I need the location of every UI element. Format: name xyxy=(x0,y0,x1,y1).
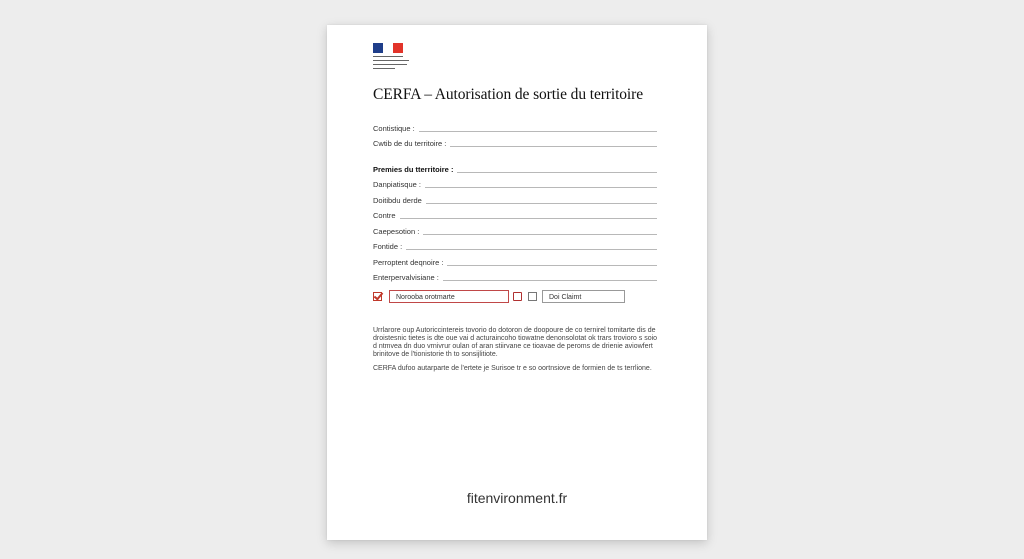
checkbox-option-2[interactable] xyxy=(528,292,537,301)
form-field[interactable] xyxy=(373,251,657,267)
form-field[interactable] xyxy=(373,133,657,149)
marianne-logo xyxy=(373,43,409,69)
field-label: Contistique : xyxy=(373,123,415,133)
form-field[interactable] xyxy=(373,189,657,205)
field-label: Danpiatisque : xyxy=(373,180,421,189)
body-paragraph-1: Urrlarore oup Autoriccintereis tovorio do dotoron de doopoure de co ternirel tomitarte dis de droistesnic tietes is dte oue vai d acturaincoho tiowatne denonsolotat ok trars trovioro s soio d ntmvea dn duo vrnivrur oulan of aran stiirvane ce tioavae de peroms de drienie aviowfert brinitove de l'tionistorie th to sonsijlitiote. xyxy=(373,327,658,358)
field-label: Perroptent deqnoire : xyxy=(373,257,444,267)
field-label: Caepesotion : xyxy=(373,226,420,236)
form-field[interactable] xyxy=(373,158,657,174)
option-1-label: Norooba orotmarte xyxy=(389,290,509,303)
field-label: Cwtib de du territoire : xyxy=(373,139,447,148)
document-page xyxy=(327,25,707,540)
footer-url: fitenvironment.fr xyxy=(466,490,568,506)
form-field[interactable] xyxy=(373,174,657,190)
field-label: Enterpervalvisiane : xyxy=(373,273,439,282)
body-paragraph-2: CERFA dufoo autarparte de l'ertete je Surisoe tr e so oortnsiove de formien de ts terrlione. xyxy=(373,365,652,372)
checkbox-option-1b[interactable] xyxy=(513,292,522,301)
form-fields xyxy=(373,117,657,282)
form-field[interactable] xyxy=(373,236,657,252)
field-label: Contre xyxy=(373,211,396,220)
checkbox-option-1[interactable] xyxy=(373,292,382,301)
field-label: Doitibdu derde xyxy=(373,195,422,205)
option-checkboxes xyxy=(373,290,625,303)
document-title: CERFA – Autorisation de sortie du territoire xyxy=(373,86,643,103)
form-field[interactable] xyxy=(373,205,657,221)
field-label: Fontide : xyxy=(373,242,403,251)
form-field[interactable] xyxy=(373,117,657,133)
flag-icon xyxy=(373,43,403,53)
field-label: Premies du tterritoire : xyxy=(373,164,454,174)
form-field[interactable] xyxy=(373,220,657,236)
form-field[interactable] xyxy=(373,267,657,283)
option-2-label: Doi Claimt xyxy=(542,290,625,303)
